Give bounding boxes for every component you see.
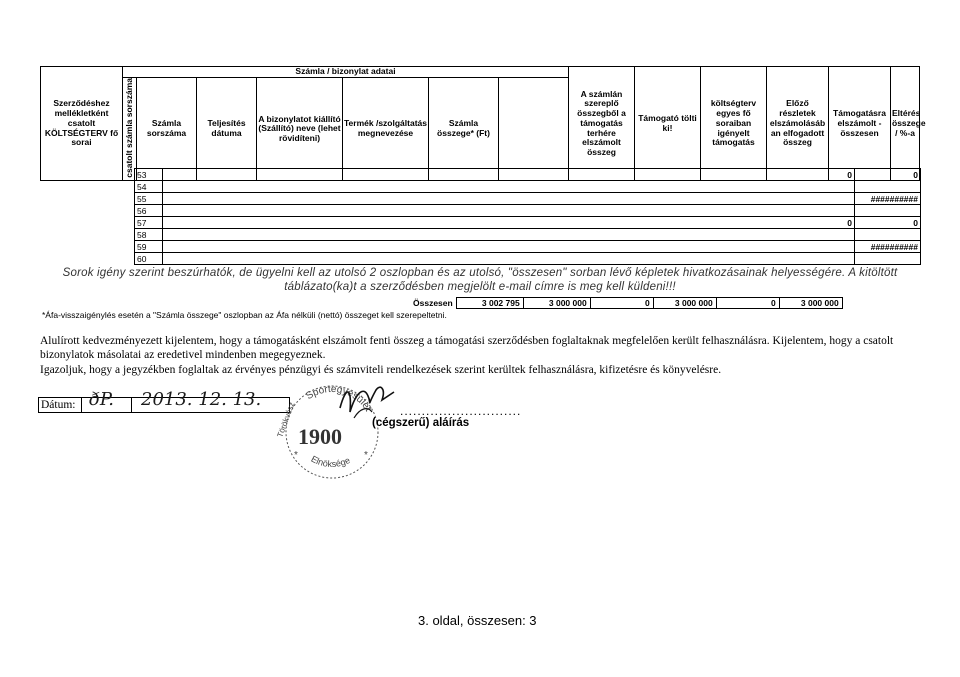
page-number: 3. oldal, összesen: 3 bbox=[418, 613, 537, 628]
row-value: 0 bbox=[785, 217, 855, 229]
row-value bbox=[785, 253, 855, 265]
row-value bbox=[855, 205, 921, 217]
date-field bbox=[38, 389, 290, 413]
row-number: 59 bbox=[135, 241, 163, 253]
col-elozo-header: Előző részletek elszámolásáb an elfogadott összeg bbox=[767, 67, 829, 181]
row-value: ########## bbox=[855, 193, 921, 205]
col-elteres-header: Eltérés összege / %-a bbox=[891, 67, 920, 181]
svg-text:Elnöksége bbox=[309, 454, 351, 469]
vat-footnote: *Áfa-visszaigénylés esetén a "Számla összege" oszlopban az Áfa nélküli (nettó) összeget kell szerepeltetni. bbox=[42, 310, 447, 320]
stamp-bottom-text: Elnöksége bbox=[309, 453, 352, 469]
col-szereplo-header: A számlán szereplő összegből a támogatás terhére elszámolt összeg bbox=[569, 67, 635, 181]
col-szerzodes-header: Szerződéshez mellékletként csatolt KÖLTSÉGTERV fő sorai bbox=[41, 67, 123, 181]
table-row bbox=[135, 181, 921, 193]
row-number: 58 bbox=[135, 229, 163, 241]
row-number: 53 bbox=[135, 169, 163, 181]
row-value bbox=[855, 229, 921, 241]
col-kiallito-header: A bizonylatot kiállító (Szállító) neve (lehet rövidíteni) bbox=[257, 78, 343, 181]
col-osszege-header: Számla összege* (Ft) bbox=[429, 78, 499, 181]
table-row bbox=[135, 217, 921, 229]
total-value: 0 bbox=[590, 298, 653, 309]
stamp-year: 1900 bbox=[298, 424, 342, 449]
table-row bbox=[135, 169, 921, 181]
declaration-paragraph: Igazoljuk, hogy a jegyzékben foglaltak az érvényes pénzügyi és számviteli rendelkezések szerint kerültek felhasználásra, kifizetésre és könyvelésre. bbox=[40, 364, 722, 376]
expense-table-header bbox=[40, 66, 926, 181]
col-vert-header bbox=[123, 78, 137, 181]
row-blank-cell bbox=[163, 169, 785, 181]
date-label: Dátum: bbox=[39, 398, 82, 412]
total-value: 3 002 795 bbox=[456, 298, 523, 309]
col-koltsegterv-header: költségterv egyes fő soraiban igényelt támogatás bbox=[701, 67, 767, 181]
row-blank-cell bbox=[163, 181, 785, 193]
row-number: 57 bbox=[135, 217, 163, 229]
row-value: 0 bbox=[855, 217, 921, 229]
date-value-handwritten: 2013. 12. 13. bbox=[141, 389, 262, 410]
row-blank-cell bbox=[163, 229, 785, 241]
row-blank-cell bbox=[163, 193, 785, 205]
row-value: 0 bbox=[785, 169, 855, 181]
col-tamogato-header: Támogató tölti ki! bbox=[635, 67, 701, 181]
col-tamogatasra-header: Támogatásra elszámolt - összesen bbox=[829, 67, 891, 181]
date-divider bbox=[131, 398, 132, 412]
total-value: 3 000 000 bbox=[653, 298, 716, 309]
table-row bbox=[135, 193, 921, 205]
row-blank-cell bbox=[163, 205, 785, 217]
signature-line: ............................ bbox=[400, 404, 522, 418]
instruction-note: Sorok igény szerint beszúrhatók, de ügyelni kell az utolsó 2 oszlopban és az utolsó, "összesen" sorban lévő képletek hivatkozásainak helyességére. A kitöltött táblázato(ka)t a szerződésben megjelölt e-mail címre is meg kell küldeni!!! bbox=[62, 267, 898, 293]
official-stamp bbox=[268, 378, 398, 483]
row-blank-cell bbox=[163, 217, 785, 229]
declaration bbox=[40, 334, 920, 378]
table-row bbox=[135, 253, 921, 265]
date-place-handwritten: ðP. bbox=[89, 389, 115, 410]
col-termek-header: Termék /szolgáltatás megnevezése bbox=[343, 78, 429, 181]
row-blank-cell bbox=[163, 241, 785, 253]
stamp-graphic bbox=[268, 378, 398, 483]
stamp-star-icon: * bbox=[364, 450, 368, 461]
col-vert-text: csatolt számla sorszáma bbox=[123, 78, 134, 178]
total-value: 0 bbox=[716, 298, 779, 309]
declaration-paragraph: Alulírott kedvezményezett kijelentem, hogy a támogatásként elszámolt fenti összeg a támogatási szerződésben foglaltaknak megfelelően került felhasználásra. Kijelentem, hogy a csatolt bizonylatok másolatai az eredetivel mindenben megegyeznek. bbox=[40, 335, 894, 361]
stamp-left-text: Törökvész bbox=[275, 400, 297, 439]
row-number: 56 bbox=[135, 205, 163, 217]
expense-rows bbox=[134, 168, 921, 265]
row-value bbox=[785, 241, 855, 253]
group-title: Számla / bizonylat adatai bbox=[123, 67, 569, 78]
row-value bbox=[785, 193, 855, 205]
row-number: 60 bbox=[135, 253, 163, 265]
col-empty-header bbox=[499, 78, 569, 181]
row-value bbox=[785, 229, 855, 241]
row-number: 54 bbox=[135, 181, 163, 193]
table-row bbox=[135, 229, 921, 241]
total-value: 3 000 000 bbox=[523, 298, 590, 309]
row-value bbox=[785, 181, 855, 193]
row-value: 0 bbox=[855, 169, 921, 181]
row-value: ########## bbox=[855, 241, 921, 253]
total-value: 3 000 000 bbox=[779, 298, 842, 309]
row-number: 55 bbox=[135, 193, 163, 205]
table-row bbox=[135, 241, 921, 253]
signature-label: (cégszerű) aláírás bbox=[372, 417, 470, 429]
totals-label: Összesen bbox=[413, 298, 453, 308]
col-teljesites-header: Teljesítés dátuma bbox=[197, 78, 257, 181]
col-szamla-sorszama-header: Számla sorszáma bbox=[137, 78, 197, 181]
row-value bbox=[855, 253, 921, 265]
stamp-top-text: Sportegyesület bbox=[304, 383, 374, 414]
table-row bbox=[135, 205, 921, 217]
row-value bbox=[785, 205, 855, 217]
totals-row bbox=[410, 297, 843, 309]
stamp-star-icon: * bbox=[294, 450, 298, 461]
row-blank-cell bbox=[163, 253, 785, 265]
row-value bbox=[855, 181, 921, 193]
